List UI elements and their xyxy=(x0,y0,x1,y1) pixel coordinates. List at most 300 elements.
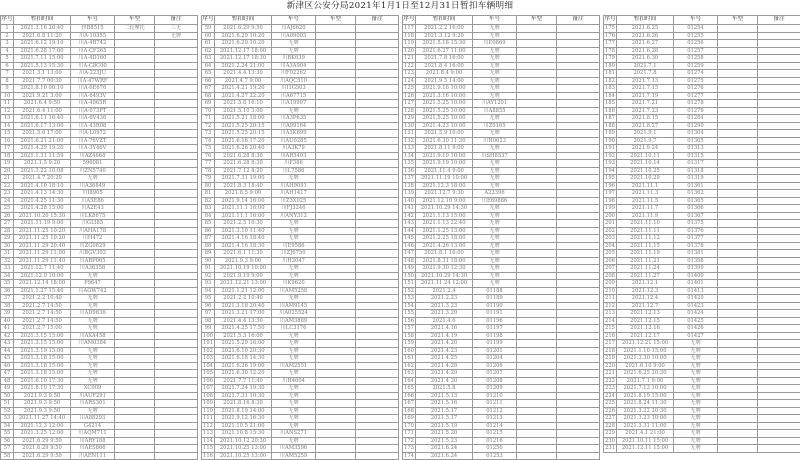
table-row xyxy=(1,145,198,153)
table-row xyxy=(202,452,399,460)
cell-plate: 无牌 xyxy=(71,295,115,303)
table-row xyxy=(604,377,800,385)
cell-plate: 川FJ3246 xyxy=(272,205,316,213)
cell-note xyxy=(557,257,600,265)
cell-plate: 川AM3596 xyxy=(272,445,316,453)
cell-note xyxy=(557,332,600,340)
cell-type xyxy=(718,25,758,33)
cell-note xyxy=(758,280,800,288)
cell-type xyxy=(316,47,356,55)
cell-plate: 01317 xyxy=(674,160,718,168)
cell-note xyxy=(155,167,198,175)
cell-seq: 132 xyxy=(403,137,416,145)
cell-note xyxy=(356,122,399,130)
cell-type xyxy=(316,295,356,303)
cell-time: 2021.4.6 xyxy=(416,317,473,325)
cell-time: 2021.6.24 xyxy=(416,445,473,453)
table-row xyxy=(1,235,198,243)
table-row xyxy=(202,55,399,63)
cell-plate: 无牌 xyxy=(473,182,517,190)
table-row xyxy=(202,385,399,393)
cell-type xyxy=(718,257,758,265)
cell-note xyxy=(557,385,600,393)
cell-type xyxy=(517,445,557,453)
cell-time: 2021.3.1 13:00 xyxy=(14,70,71,78)
cell-seq: 11 xyxy=(1,100,14,108)
table-row xyxy=(403,430,600,438)
cell-plate: 01290 xyxy=(674,122,718,130)
cell-seq: 30 xyxy=(1,242,14,250)
table-row xyxy=(202,332,399,340)
cell-time: 2021.12.16 xyxy=(617,325,674,333)
cell-note xyxy=(356,355,399,363)
cell-type xyxy=(517,362,557,370)
cell-seq: 60 xyxy=(202,32,215,40)
table-row xyxy=(403,25,600,33)
cell-seq: 123 xyxy=(403,70,416,78)
cell-plate: 无牌 xyxy=(473,62,517,70)
cell-plate: 无牌 xyxy=(272,227,316,235)
cell-plate: 川A2E43 xyxy=(71,205,115,213)
cell-note xyxy=(356,250,399,258)
cell-seq: 91 xyxy=(202,265,215,273)
cell-time: 2021.11.19 10:00 xyxy=(416,175,473,183)
column-header-note: 备注 xyxy=(155,16,198,25)
cell-seq: 61 xyxy=(202,40,215,48)
cell-seq: 136 xyxy=(403,167,416,175)
cell-type xyxy=(316,340,356,348)
cell-seq: 40 xyxy=(1,317,14,325)
cell-note xyxy=(557,430,600,438)
cell-plate: 无牌 xyxy=(473,212,517,220)
table-row xyxy=(1,212,198,220)
cell-plate: 川A36358 xyxy=(71,265,115,273)
cell-note xyxy=(356,445,399,453)
cell-seq: 190 xyxy=(604,137,617,145)
cell-plate: 川AXA458 xyxy=(71,332,115,340)
cell-plate: 01365 xyxy=(674,197,718,205)
cell-type xyxy=(517,310,557,318)
cell-seq: 14 xyxy=(1,122,14,130)
table-row xyxy=(202,62,399,70)
cell-time: 2021.10.14 xyxy=(617,160,674,168)
table-row xyxy=(1,265,198,273)
cell-seq: 224 xyxy=(604,392,617,400)
cell-time: 2021.6.10 17:30 xyxy=(14,377,71,385)
cell-type xyxy=(517,190,557,198)
cell-note xyxy=(557,122,600,130)
cell-seq: 203 xyxy=(604,235,617,243)
cell-seq: 155 xyxy=(403,310,416,318)
cell-note xyxy=(557,377,600,385)
table-row xyxy=(403,190,600,198)
table-row xyxy=(604,295,800,303)
cell-seq: 63 xyxy=(202,55,215,63)
cell-plate: 川AQC510 xyxy=(272,77,316,85)
cell-plate: 川H2047 xyxy=(272,257,316,265)
cell-plate: G4214 xyxy=(71,422,115,430)
table-row xyxy=(604,287,800,295)
cell-note xyxy=(758,47,800,55)
cell-plate: 川A3P635 xyxy=(272,115,316,123)
cell-type xyxy=(517,227,557,235)
table-row xyxy=(403,370,600,378)
cell-note xyxy=(155,137,198,145)
column-header-type: 车型 xyxy=(316,16,356,25)
cell-time: 2021.4.29 19:20 xyxy=(14,145,71,153)
cell-seq: 121 xyxy=(403,55,416,63)
table-row xyxy=(403,445,600,453)
cell-seq: 94 xyxy=(202,287,215,295)
cell-note xyxy=(356,85,399,93)
cell-plate: 川A36849 xyxy=(71,182,115,190)
cell-time: 2021.11.19 xyxy=(617,250,674,258)
table-row xyxy=(1,310,198,318)
cell-type xyxy=(316,437,356,445)
cell-plate: 无牌 xyxy=(473,175,517,183)
cell-plate: 无牌 xyxy=(473,250,517,258)
table-header-row xyxy=(202,16,399,25)
cell-seq: 99 xyxy=(202,325,215,333)
cell-note xyxy=(758,287,800,295)
cell-time: 2021.3.23 10:00 xyxy=(617,415,674,423)
cell-time: 2021.8.10 00:10 xyxy=(14,85,71,93)
cell-plate: 川A·47WRF xyxy=(71,77,115,85)
cell-type xyxy=(115,137,155,145)
cell-seq: 188 xyxy=(604,122,617,130)
cell-plate: 01257 xyxy=(674,47,718,55)
cell-time: 2021.9.19 10:00 xyxy=(416,152,473,160)
cell-type xyxy=(517,85,557,93)
cell-plate: 川AH1417 xyxy=(272,190,316,198)
cell-seq: 59 xyxy=(202,25,215,33)
cell-type xyxy=(517,437,557,445)
cell-type xyxy=(316,175,356,183)
cell-seq: 33 xyxy=(1,265,14,273)
cell-type xyxy=(316,400,356,408)
cell-seq: 158 xyxy=(403,332,416,340)
cell-type xyxy=(316,325,356,333)
cell-time: 2021.5.3 16:00 xyxy=(215,332,272,340)
cell-plate: 无牌 xyxy=(473,145,517,153)
cell-type xyxy=(316,332,356,340)
cell-plate: 无牌 xyxy=(71,302,115,310)
cell-type xyxy=(115,250,155,258)
cell-note xyxy=(557,422,600,430)
cell-note xyxy=(356,272,399,280)
cell-time: 2021.5.9 10:00 xyxy=(416,130,473,138)
table-row xyxy=(202,445,399,453)
table-row xyxy=(1,295,198,303)
cell-time: 2021.12.7 11:40 xyxy=(14,265,71,273)
cell-plate: 无牌 xyxy=(71,355,115,363)
cell-seq: 39 xyxy=(1,310,14,318)
cell-type xyxy=(316,100,356,108)
cell-plate: 无牌 xyxy=(473,85,517,93)
cell-plate: 川A99164 xyxy=(272,122,316,130)
cell-time: 2021.3.15 15:00 xyxy=(14,340,71,348)
cell-type xyxy=(316,445,356,453)
cell-type xyxy=(517,385,557,393)
cell-note xyxy=(557,100,600,108)
cell-time: 2021.5.20 xyxy=(416,430,473,438)
cell-seq: 128 xyxy=(403,107,416,115)
cell-plate: 川ARY188 xyxy=(71,437,115,445)
cell-time: 2021.12.17 18:00 xyxy=(215,47,272,55)
table-row xyxy=(604,220,800,228)
cell-note xyxy=(155,250,198,258)
cell-seq: 64 xyxy=(202,62,215,70)
cell-type xyxy=(517,287,557,295)
cell-time: 2021.7.31 10:30 xyxy=(215,392,272,400)
table-row xyxy=(604,182,800,190)
cell-note xyxy=(155,362,198,370)
cell-time: 2021.5.25 10:00 xyxy=(416,107,473,115)
cell-note xyxy=(155,152,198,160)
cell-type xyxy=(115,77,155,85)
cell-time: 2021.12.3 12:00 xyxy=(14,422,71,430)
table-row xyxy=(604,107,800,115)
cell-time: 2021.9.7 xyxy=(617,137,674,145)
cell-seq: 74 xyxy=(202,137,215,145)
cell-seq: 170 xyxy=(403,422,416,430)
cell-plate: 无牌 xyxy=(272,40,316,48)
cell-note xyxy=(758,422,800,430)
cell-note xyxy=(356,287,399,295)
cell-time: 2021.12.7 9:30 xyxy=(416,190,473,198)
cell-time: 2021.6.8 11:20 xyxy=(14,32,71,40)
cell-type xyxy=(316,160,356,168)
table-row xyxy=(403,250,600,258)
cell-note xyxy=(557,167,600,175)
cell-time: 2021.11.3 xyxy=(617,190,674,198)
cell-note xyxy=(557,190,600,198)
cell-note xyxy=(356,190,399,198)
cell-type xyxy=(718,392,758,400)
cell-seq: 182 xyxy=(604,77,617,85)
cell-time: 2021.2.7 14:50 xyxy=(14,317,71,325)
cell-time: 2021.12.17 xyxy=(617,332,674,340)
cell-note xyxy=(155,452,198,460)
table-panel-4 xyxy=(603,15,800,414)
cell-note xyxy=(758,85,800,93)
cell-plate: 无牌 xyxy=(674,400,718,408)
cell-time: 2021.12.14 18:00 xyxy=(14,280,71,288)
cell-seq: 103 xyxy=(202,355,215,363)
cell-seq: 120 xyxy=(403,47,416,55)
cell-type xyxy=(517,47,557,55)
table-row xyxy=(1,407,198,415)
table-row xyxy=(403,272,600,280)
cell-plate: 川AGW742 xyxy=(71,287,115,295)
cell-seq: 129 xyxy=(403,115,416,123)
cell-plate: 无牌 xyxy=(272,265,316,273)
cell-seq: 161 xyxy=(403,355,416,363)
cell-plate: 川A·4B742 xyxy=(71,40,115,48)
table-row xyxy=(403,355,600,363)
table-row xyxy=(403,295,600,303)
cell-time: 2021.10.25 13:00 xyxy=(215,445,272,453)
cell-type xyxy=(115,310,155,318)
cell-seq: 72 xyxy=(202,122,215,130)
cell-plate: 01362 xyxy=(674,190,718,198)
cell-note: 无牌 xyxy=(155,32,198,40)
cell-plate: 01255 xyxy=(674,32,718,40)
cell-seq: 7 xyxy=(1,70,14,78)
cell-time: 2021.12.10 9:00 xyxy=(416,197,473,205)
cell-time: 2021.11.11 xyxy=(617,227,674,235)
cell-type xyxy=(316,190,356,198)
cell-seq: 17 xyxy=(1,145,14,153)
cell-type xyxy=(115,107,155,115)
cell-type xyxy=(517,122,557,130)
cell-note xyxy=(356,437,399,445)
cell-note xyxy=(557,445,600,453)
cell-plate: 无牌 xyxy=(674,355,718,363)
cell-time: 2021.2.7 14:50 xyxy=(14,310,71,318)
cell-note xyxy=(557,287,600,295)
cell-note xyxy=(557,317,600,325)
cell-plate: 01375 xyxy=(674,220,718,228)
cell-note xyxy=(758,310,800,318)
cell-plate: 01381 xyxy=(674,250,718,258)
cell-seq: 82 xyxy=(202,197,215,205)
cell-note xyxy=(155,220,198,228)
cell-note xyxy=(557,437,600,445)
cell-type xyxy=(316,422,356,430)
cell-plate: 川A·6493V xyxy=(71,92,115,100)
cell-seq: 181 xyxy=(604,70,617,78)
cell-seq: 171 xyxy=(403,430,416,438)
cell-time: 2021.3.22 20:30 xyxy=(617,407,674,415)
cell-note xyxy=(557,212,600,220)
cell-plate: 01305 xyxy=(674,137,718,145)
cell-plate: 无牌 xyxy=(71,362,115,370)
cell-plate: 无牌 xyxy=(71,272,115,280)
cell-type xyxy=(517,452,557,460)
table-row xyxy=(1,452,198,460)
table-row xyxy=(403,265,600,273)
table-row xyxy=(604,85,800,93)
cell-note xyxy=(356,347,399,355)
cell-note xyxy=(758,92,800,100)
cell-seq: 127 xyxy=(403,100,416,108)
cell-plate: 无牌 xyxy=(473,220,517,228)
cell-type xyxy=(517,422,557,430)
cell-seq: 215 xyxy=(604,325,617,333)
cell-plate: 无牌 xyxy=(674,437,718,445)
table-row xyxy=(1,325,198,333)
cell-type xyxy=(718,167,758,175)
cell-type xyxy=(115,55,155,63)
cell-note xyxy=(557,355,600,363)
cell-time: 2021.11.21 xyxy=(617,257,674,265)
cell-note xyxy=(155,272,198,280)
cell-seq: 55 xyxy=(1,430,14,438)
table-row xyxy=(202,137,399,145)
table-row xyxy=(202,340,399,348)
cell-plate: 01277 xyxy=(674,92,718,100)
cell-note xyxy=(758,325,800,333)
table-row xyxy=(202,370,399,378)
cell-note xyxy=(356,182,399,190)
cell-note xyxy=(758,340,800,348)
cell-type xyxy=(517,340,557,348)
table-row xyxy=(403,122,600,130)
table-row xyxy=(604,77,800,85)
cell-seq: 52 xyxy=(1,407,14,415)
cell-time: 2021.4.7 9:00 xyxy=(215,77,272,85)
cell-plate: 川AES866 xyxy=(71,445,115,453)
cell-note xyxy=(557,145,600,153)
cell-note xyxy=(557,130,600,138)
cell-type xyxy=(115,257,155,265)
cell-note xyxy=(356,212,399,220)
cell-time: 2021.9.24 xyxy=(617,145,674,153)
cell-plate: XC009 xyxy=(71,385,115,393)
cell-time: 2021.2.23 xyxy=(416,295,473,303)
cell-time: 2021.6.29 9:50 xyxy=(14,445,71,453)
cell-time: 2021.6.29 9:50 xyxy=(215,25,272,33)
cell-type xyxy=(718,115,758,123)
cell-seq: 223 xyxy=(604,385,617,393)
cell-time: 2021.3.12 9:20 xyxy=(416,32,473,40)
cell-plate: 01199 xyxy=(473,340,517,348)
cell-note xyxy=(155,302,198,310)
cell-note xyxy=(356,40,399,48)
table-row xyxy=(202,47,399,55)
cell-type xyxy=(115,62,155,70)
cell-time: 2021.3.10 11:40 xyxy=(215,227,272,235)
table-row xyxy=(403,220,600,228)
cell-time: 2021.4.20 xyxy=(416,340,473,348)
cell-time: 2021.11.9 xyxy=(617,212,674,220)
cell-note xyxy=(758,107,800,115)
cell-type xyxy=(517,40,557,48)
cell-type xyxy=(517,115,557,123)
table-row xyxy=(604,130,800,138)
cell-seq: 189 xyxy=(604,130,617,138)
cell-time: 2021.8.19 15:00 xyxy=(617,392,674,400)
cell-type xyxy=(718,272,758,280)
table-row xyxy=(202,205,399,213)
table-row xyxy=(1,55,198,63)
cell-seq: 31 xyxy=(1,250,14,258)
table-row xyxy=(1,85,198,93)
table-row xyxy=(202,107,399,115)
cell-note xyxy=(758,257,800,265)
cell-type xyxy=(718,100,758,108)
cell-seq: 173 xyxy=(403,445,416,453)
cell-seq: 142 xyxy=(403,212,416,220)
cell-seq: 44 xyxy=(1,347,14,355)
cell-type xyxy=(718,62,758,70)
cell-type xyxy=(316,197,356,205)
cell-time: 2021.4.26 13:00 xyxy=(416,242,473,250)
cell-note xyxy=(557,370,600,378)
table-row xyxy=(604,122,800,130)
cell-seq: 116 xyxy=(202,452,215,460)
cell-time: 2021.3.23 xyxy=(416,302,473,310)
table-row xyxy=(202,92,399,100)
cell-type xyxy=(517,250,557,258)
cell-type xyxy=(718,77,758,85)
cell-time: 2021.6.29 9:50 xyxy=(14,437,71,445)
cell-type xyxy=(115,47,155,55)
cell-seq: 34 xyxy=(1,272,14,280)
cell-type xyxy=(115,220,155,228)
cell-seq: 108 xyxy=(202,392,215,400)
